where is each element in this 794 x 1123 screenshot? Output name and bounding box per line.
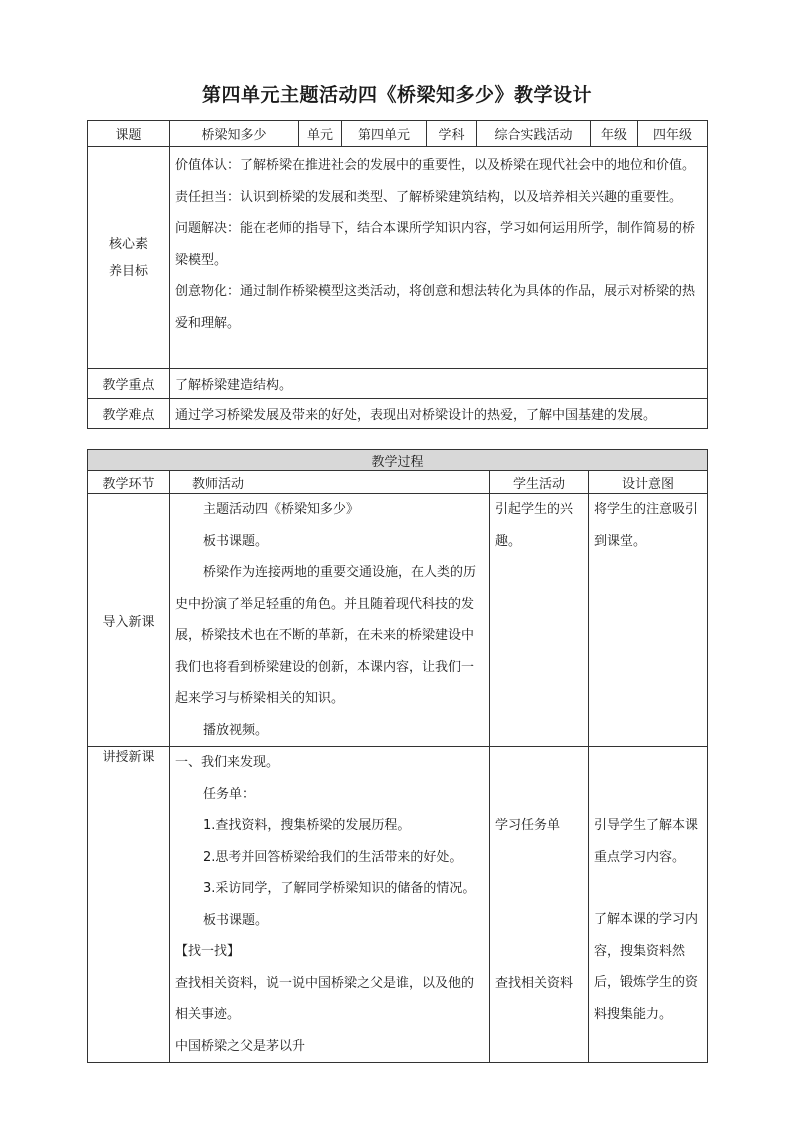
key-point-row — [88, 369, 708, 399]
topic-value: 桥梁知多少 — [170, 121, 299, 147]
document-title: 第四单元主题活动四《桥梁知多少》教学设计 — [201, 84, 592, 106]
grade-label: 年级 — [591, 121, 638, 147]
lesson-info-table — [87, 120, 708, 429]
student-header: 学生活动 — [490, 471, 589, 494]
goal-item: 创意物化：通过制作桥梁模型这类活动，将创意和想法转化为具体的作品，展示对桥梁的热爱和理解。 — [175, 284, 696, 331]
key-point-value: 了解桥梁建造结构。 — [170, 369, 708, 399]
main-teacher — [170, 747, 490, 1063]
unit-value: 第四单元 — [342, 121, 427, 147]
main-intent-item: 引导学生了解本课重点学习内容。 — [594, 818, 699, 865]
key-point-label: 教学重点 — [88, 369, 170, 399]
goals-label-line1: 核心素 — [108, 236, 148, 252]
main-student-item: 学习任务单 — [495, 818, 561, 833]
difficulty-value: 通过学习桥梁发展及带来的好处，表现出对桥梁设计的热爱，了解中国基建的发展。 — [170, 399, 708, 429]
goals-label-line2: 养目标 — [108, 263, 148, 279]
main-row — [88, 747, 708, 1063]
teaching-process-table — [87, 449, 708, 1063]
intro-teacher-line: 主题活动四《桥梁知多少》 — [203, 502, 360, 517]
main-task-item: 1.查找资料，搜集桥梁的发展历程。 — [203, 818, 411, 833]
main-intent — [589, 747, 708, 1063]
main-task-label: 任务单： — [203, 786, 256, 802]
stage-header: 教学环节 — [88, 471, 170, 494]
intro-intent: 将学生的注意吸引到课堂。 — [589, 494, 708, 747]
topic-label: 课题 — [88, 121, 170, 147]
grade-value: 四年级 — [638, 121, 708, 147]
goal-item: 问题解决：能在老师的指导下，结合本课所学知识内容，学习如何运用所学，制作简易的桥梁模型。 — [175, 221, 696, 268]
goals-label — [88, 147, 170, 369]
info-row — [88, 121, 708, 147]
goal-item: 价值体认：了解桥梁在推进社会的发展中的重要性，以及桥梁在现代社会中的地位和价值。 — [175, 158, 696, 173]
intro-student: 引起学生的兴趣。 — [490, 494, 589, 747]
main-find-heading: 【找一找】 — [175, 944, 241, 959]
main-stage: 讲授新课 — [88, 747, 170, 1063]
difficulty-label: 教学难点 — [88, 399, 170, 429]
main-student — [490, 747, 589, 1063]
main-intent-item: 了解本课的学习内容，搜集资料然后，锻炼学生的资料搜集能力。 — [594, 912, 699, 1022]
main-student-item: 查找相关资料 — [495, 975, 574, 991]
intro-teacher — [170, 494, 490, 747]
goal-item: 责任担当：认识到桥梁的发展和类型、了解桥梁建筑结构，以及培养相关兴趣的重要性。 — [175, 189, 683, 205]
main-find-paragraph: 查找相关资料，说一说中国桥梁之父是谁，以及他的相关事迹。 — [175, 975, 475, 1022]
intro-stage: 导入新课 — [88, 494, 170, 747]
intro-row — [88, 494, 708, 747]
subject-label: 学科 — [427, 121, 477, 147]
main-task-item: 2.思考并回答桥梁给我们的生活带来的好处。 — [203, 849, 463, 865]
intro-teacher-line: 播放视频。 — [203, 722, 269, 738]
subject-value: 综合实践活动 — [477, 121, 591, 147]
main-heading: 一、我们来发现。 — [175, 755, 280, 770]
teacher-header: 教师活动 — [170, 471, 490, 494]
main-task-item: 3.采访同学，了解同学桥梁知识的储备的情况。 — [203, 881, 476, 896]
main-board-note: 板书课题。 — [203, 912, 269, 928]
process-band: 教学过程 — [88, 450, 708, 471]
difficulty-row — [88, 399, 708, 429]
unit-label: 单元 — [299, 121, 342, 147]
intent-header: 设计意图 — [589, 471, 708, 494]
intro-teacher-line: 板书课题。 — [203, 533, 269, 549]
goals-content — [170, 147, 708, 369]
main-answer: 中国桥梁之父是茅以升 — [175, 1038, 306, 1054]
process-header-row — [88, 471, 708, 494]
intro-teacher-paragraph: 桥梁作为连接两地的重要交通设施，在人类的历史中扮演了举足轻重的角色。并且随着现代科技的发展，桥梁技术也在不断的革新，在未来的桥梁建设中我们也将看到桥梁建设的创新，本课内容，让我们一起来学习与桥梁相关的知识。 — [175, 565, 477, 706]
goals-row — [88, 147, 708, 369]
